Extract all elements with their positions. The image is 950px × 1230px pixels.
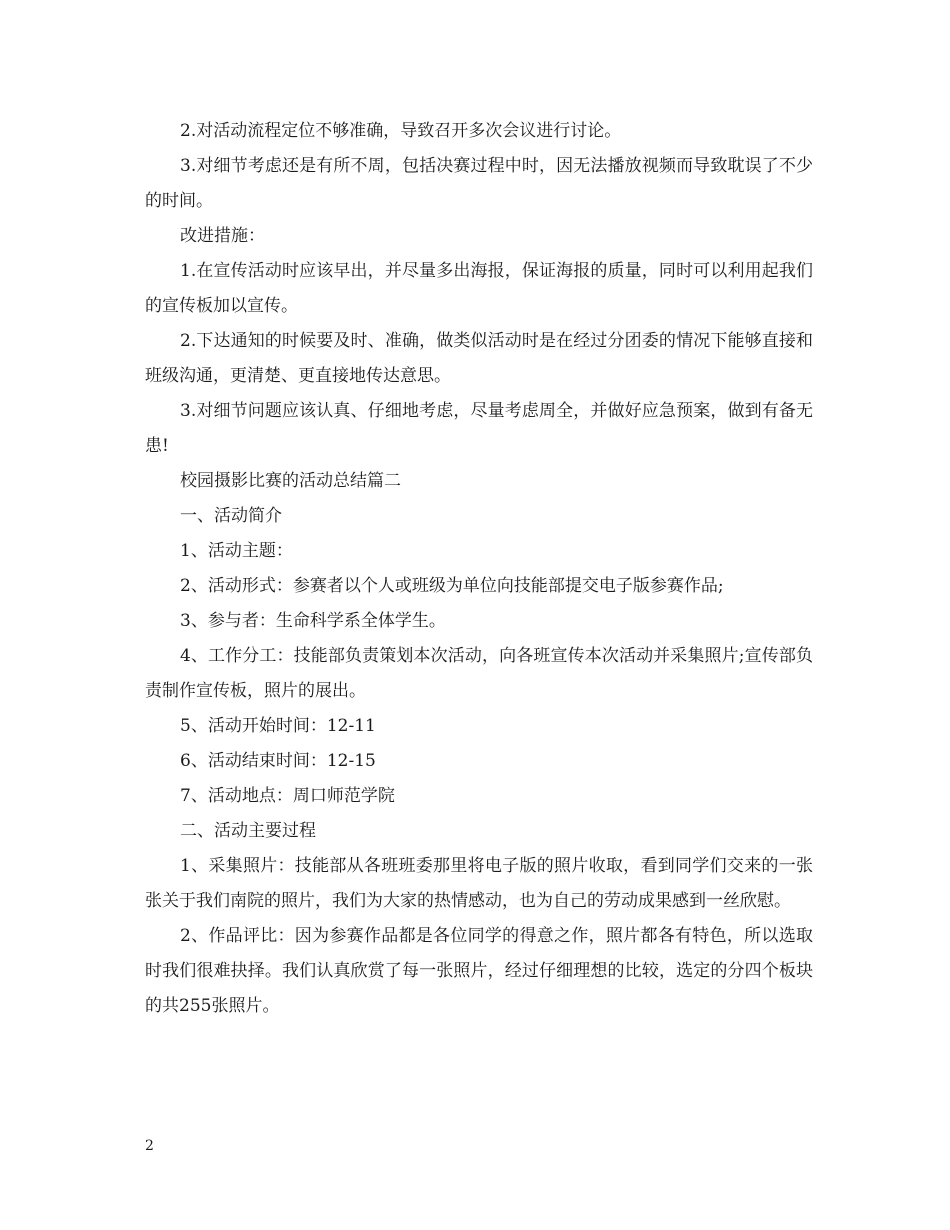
paragraph: 3.对细节考虑还是有所不周，包括决赛过程中时，因无法播放视频而导致耽误了不少的时间。 xyxy=(145,156,813,211)
list-item: 6、活动结束时间：12-15 xyxy=(180,751,376,771)
section-heading: 二、活动主要过程 xyxy=(180,821,316,841)
list-item: 2、作品评比：因为参赛作品都是各位同学的得意之作，照片都各有特色，所以选取时我们很难抉择。我们认真欣赏了每一张照片，经过仔细理想的比较，选定的分四个板块的共255张照片。 xyxy=(145,926,813,1016)
section-title: 校园摄影比赛的活动总结篇二 xyxy=(180,471,401,491)
list-item: 2、活动形式：参赛者以个人或班级为单位向技能部提交电子版参赛作品; xyxy=(180,576,724,596)
paragraph: 3.对细节问题应该认真、仔细地考虑，尽量考虑周全，并做好应急预案，做到有备无患! xyxy=(145,401,813,456)
paragraph: 1.在宣传活动时应该早出，并尽量多出海报，保证海报的质量，同时可以利用起我们的宣传板加以宣传。 xyxy=(145,261,813,316)
section-heading: 一、活动简介 xyxy=(180,506,282,526)
list-item: 3、参与者：生命科学系全体学生。 xyxy=(180,611,446,631)
list-item: 7、活动地点：周口师范学院 xyxy=(180,786,395,806)
list-item: 4、工作分工：技能部负责策划本次活动，向各班宣传本次活动并采集照片;宣传部负责制作宣传板，照片的展出。 xyxy=(145,646,813,701)
list-item: 1、活动主题： xyxy=(180,541,293,561)
list-item: 1、采集照片：技能部从各班班委那里将电子版的照片收取，看到同学们交来的一张张关于我们南院的照片，我们为大家的热情感动，也为自己的劳动成果感到一丝欣慰。 xyxy=(145,856,813,911)
paragraph: 2.对活动流程定位不够准确，导致召开多次会议进行讨论。 xyxy=(180,121,622,141)
document-body xyxy=(145,114,813,1024)
paragraph: 2.下达通知的时候要及时、准确，做类似活动时是在经过分团委的情况下能够直接和班级沟通，更清楚、更直接地传达意思。 xyxy=(145,331,813,386)
list-item: 5、活动开始时间：12-11 xyxy=(180,716,376,736)
page-number: 2 xyxy=(145,1138,154,1154)
paragraph: 改进措施： xyxy=(180,226,265,246)
